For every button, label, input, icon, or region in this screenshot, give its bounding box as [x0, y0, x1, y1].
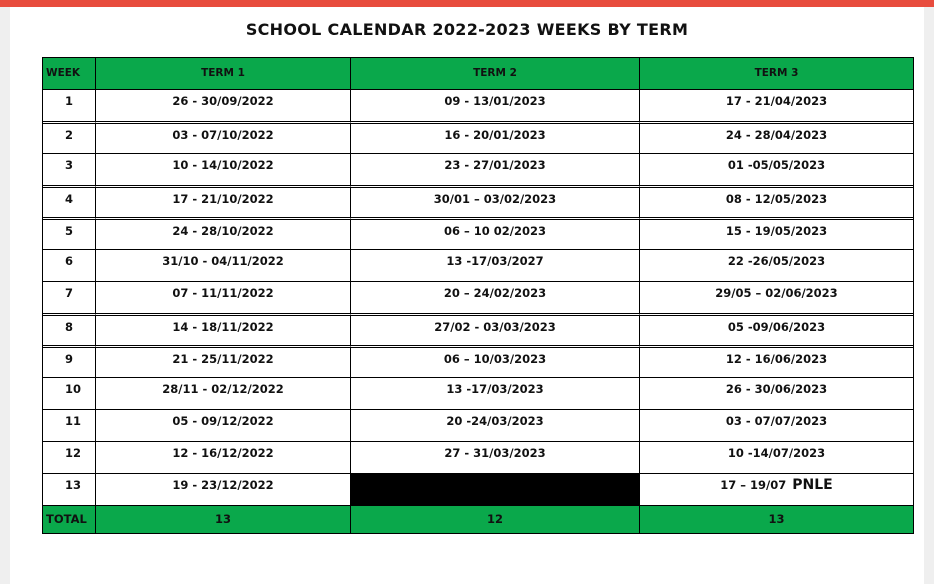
term-1-dates: 31/10 - 04/11/2022 — [95, 249, 350, 281]
term-3-dates: 12 - 16/06/2023 — [639, 345, 913, 377]
top-accent-bar — [0, 0, 934, 7]
table-row — [43, 473, 913, 505]
term-2-dates: 20 – 24/02/2023 — [350, 281, 639, 313]
total-row — [43, 505, 913, 533]
week-number: 6 — [43, 249, 95, 281]
total-term-3: 13 — [639, 505, 913, 533]
week-number: 2 — [43, 121, 95, 153]
header-term-3: TERM 3 — [639, 58, 913, 89]
term-1-dates: 28/11 - 02/12/2022 — [95, 377, 350, 409]
term-1-dates: 17 - 21/10/2022 — [95, 185, 350, 217]
total-term-2: 12 — [350, 505, 639, 533]
table-row — [43, 313, 913, 345]
week-number: 7 — [43, 281, 95, 313]
table-row — [43, 409, 913, 441]
week-number: 3 — [43, 153, 95, 185]
term-2-dates: 13 -17/03/2027 — [350, 249, 639, 281]
table-row — [43, 441, 913, 473]
week-number: 5 — [43, 217, 95, 249]
term-1-dates: 14 - 18/11/2022 — [95, 313, 350, 345]
right-page-margin — [924, 7, 934, 584]
term-3-dates: 08 - 12/05/2023 — [639, 185, 913, 217]
week-number: 13 — [43, 473, 95, 505]
term-2-dates: 09 - 13/01/2023 — [350, 89, 639, 121]
term-1-dates: 12 - 16/12/2022 — [95, 441, 350, 473]
total-label: TOTAL — [43, 505, 95, 533]
term-3-dates: 01 -05/05/2023 — [639, 153, 913, 185]
term-2-dates: 06 – 10 02/2023 — [350, 217, 639, 249]
term-2-dates: 27 - 31/03/2023 — [350, 441, 639, 473]
left-page-margin — [0, 7, 10, 584]
pnle-note: PNLE — [792, 477, 833, 493]
header-week: WEEK — [43, 58, 95, 89]
term-3-dates: 10 -14/07/2023 — [639, 441, 913, 473]
term-1-dates: 07 - 11/11/2022 — [95, 281, 350, 313]
term-1-dates: 05 - 09/12/2022 — [95, 409, 350, 441]
term-3-dates: 05 -09/06/2023 — [639, 313, 913, 345]
week-number: 9 — [43, 345, 95, 377]
term-3-dates: 17 - 21/04/2023 — [639, 89, 913, 121]
table-row — [43, 377, 913, 409]
term-1-dates: 24 - 28/10/2022 — [95, 217, 350, 249]
term-3-dates: 26 - 30/06/2023 — [639, 377, 913, 409]
term-2-dates: 23 - 27/01/2023 — [350, 153, 639, 185]
table-row — [43, 153, 913, 185]
table-row — [43, 249, 913, 281]
term-1-dates: 26 - 30/09/2022 — [95, 89, 350, 121]
term-3-dates: 24 - 28/04/2023 — [639, 121, 913, 153]
term-2-dates: 16 - 20/01/2023 — [350, 121, 639, 153]
week-number: 10 — [43, 377, 95, 409]
term-1-dates: 10 - 14/10/2022 — [95, 153, 350, 185]
term-3-dates: 03 - 07/07/2023 — [639, 409, 913, 441]
week-number: 11 — [43, 409, 95, 441]
table-row — [43, 89, 913, 121]
term-3-dates — [639, 473, 913, 505]
term-2-dates: 06 – 10/03/2023 — [350, 345, 639, 377]
week-number: 12 — [43, 441, 95, 473]
calendar-table — [42, 57, 914, 534]
term-2-dates: 13 -17/03/2023 — [350, 377, 639, 409]
header-row — [43, 58, 913, 89]
term-3-dates: 15 - 19/05/2023 — [639, 217, 913, 249]
page-title: SCHOOL CALENDAR 2022-2023 WEEKS BY TERM — [245, 20, 689, 39]
term-1-dates: 19 - 23/12/2022 — [95, 473, 350, 505]
term-3-dates: 29/05 – 02/06/2023 — [639, 281, 913, 313]
term-2-blacked-out-cell — [350, 473, 639, 505]
term-2-dates: 30/01 – 03/02/2023 — [350, 185, 639, 217]
term-2-dates: 27/02 - 03/03/2023 — [350, 313, 639, 345]
week-number: 8 — [43, 313, 95, 345]
term-3-dates-text: 17 – 19/07 — [720, 478, 787, 492]
total-term-1: 13 — [95, 505, 350, 533]
table-row — [43, 345, 913, 377]
table-row — [43, 121, 913, 153]
term-3-dates: 22 -26/05/2023 — [639, 249, 913, 281]
header-term-1: TERM 1 — [95, 58, 350, 89]
term-2-dates: 20 -24/03/2023 — [350, 409, 639, 441]
table-row — [43, 281, 913, 313]
term-1-dates: 03 - 07/10/2022 — [95, 121, 350, 153]
term-1-dates: 21 - 25/11/2022 — [95, 345, 350, 377]
header-term-2: TERM 2 — [350, 58, 639, 89]
table-row — [43, 185, 913, 217]
week-number: 4 — [43, 185, 95, 217]
week-number: 1 — [43, 89, 95, 121]
table-row — [43, 217, 913, 249]
